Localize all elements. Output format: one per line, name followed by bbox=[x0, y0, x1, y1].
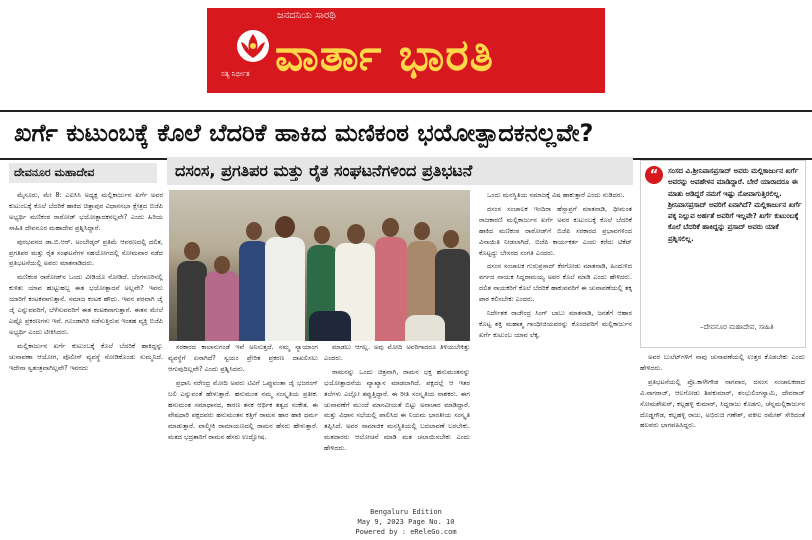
paragraph: ಮಣಿಕಂಠ ರಾಠೋಡ್‌ನ ಒಂದು ವೀಡಿಯೊ ನೋಡಿದೆ. ಬೆಂಗಳೂರಿನಲ್ಲಿ ಕುಳಿತು ಯಾವ ಹುಟ್ಟುಹಬ್ಬ ಈತ ಭಯೋತ್ಪಾದನೆ ಅಲ್ಲವೇ? ಇವನು ಯಾರಿಗೆ ಕಂಟಕವಾಗುತ್ತಾನೆ. ಸಮಾಜ ಕಂಟಕ ಹೌದು. ಇವನ ಪರವಾಗಿ ಜೈ ಜೈ ಎನ್ನುವವರಿಗೆ, ಬೆಳೆಸುವವರಿಗೆ ಈತ ಕಂಟಕವಾಗುತ್ತಾನೆ. ಈತನ ಮೇಲೆ ಎಷ್ಟೊ ಪ್ರಕರಣಗಳು ಇವೆ. ಗೂಂಡಾಗಿರಿ ನಡೆಸುತ್ತಿರುವ ಇಂತಹ ವ್ಯಕ್ತಿ ಬಿಜೆಪಿ ಅಭ್ಯರ್ಥಿ ಎಂದು ಟೀಕಿಸಿದರು. bbox=[9, 273, 163, 336]
article-column-2 bbox=[168, 342, 318, 517]
article-column-4 bbox=[479, 190, 632, 517]
paragraph: ನಿರ್ದೇಶಕ ರಾಜೇಂದ್ರ ಸಿಂಗ್ ಬಾಬು ಮಾತನಾಡಿ, ಜನತೆಗೆ ಆಹಾರ ಕೊಟ್ಟ ಶಕ್ತಿ ಮಹಾತ್ಮ ಗಾಂಧೀಜಿಯವರನ್ನು ಕೊಂದವರಿಗೆ ಮಲ್ಲಿಕಾರ್ಜುನ ಖರ್ಗೆ ಕುಟುಂಬ ಯಾವ ಲೆಕ್ಕ. bbox=[479, 309, 632, 339]
paragraph: ಮೈಸೂರು, ಮೇ 8: ಎಐಸಿಸಿ ಅಧ್ಯಕ್ಷ ಮಲ್ಲಿಕಾರ್ಜುನ ಖರ್ಗೆ ಅವರ ಕುಟುಂಬಕ್ಕೆ ಕೊಲೆ ಬೆದರಿಕೆ ಹಾಕಿದ ಚಿತ್ತಾಪುರ ವಿಧಾನಸಭಾ ಕ್ಷೇತ್ರದ ಬಿಜೆಪಿ ಅಭ್ಯರ್ಥಿ ಮಣಿಕಂಠ ರಾಠೋಡ್ ಭಯೋತ್ಪಾದಕನಲ್ಲವೇ? ಎಂದು ಹಿರಿಯ ಸಾಹಿತಿ ದೇವನೂರ ಮಹಾದೇವ ಪ್ರಶ್ನಿಸಿದ್ದಾರೆ. bbox=[9, 191, 163, 232]
speaker-head bbox=[275, 216, 295, 238]
footer-date-page: May 9, 2023 Page No. 10 bbox=[357, 518, 455, 526]
headline: ಖರ್ಗೆ ಕುಟುಂಬಕ್ಕೆ ಕೊಲೆ ಬೆದರಿಕೆ ಹಾಕಿದ ಮಣಿಕಂಠ ಭಯೋತ್ಪಾದಕನಲ್ಲವೇ? bbox=[14, 119, 594, 147]
footer-powered-by[interactable]: Powered by : eReleGo.com bbox=[355, 528, 457, 536]
article-column-1 bbox=[9, 190, 163, 517]
article-column-5 bbox=[640, 352, 805, 517]
protester-head bbox=[184, 242, 200, 260]
protester-head bbox=[443, 230, 459, 248]
masthead bbox=[207, 8, 605, 93]
protester-head bbox=[246, 222, 262, 240]
paragraph: ಸರಕಾರದ ಕಾಲಾನುಗಂಡೆ ಇವೆ ಅನಿಸುತ್ತದೆ. ನಮ್ಮ ನ್ಯಾಯಾಂಗ ವ್ಯವಸ್ಥೆಗೆ ಏನಾಗಿದೆ? ಸ್ವಯಂ ಪ್ರೇರಿತ ಪ್ರಕರಣ ದಾಖಲಿಸಲು ಆಗುವುದಿಲ್ಲವೇ? ಎಂದು ಪ್ರಶ್ನಿಸಿದರು. bbox=[168, 343, 318, 373]
seated-figure bbox=[309, 311, 351, 341]
article-column-3 bbox=[324, 342, 470, 517]
speaker-figure bbox=[265, 237, 305, 341]
pull-quote-attribution: –ದೇವನೂರ ಮಹಾದೇವ, ಸಾಹಿತಿ bbox=[700, 323, 774, 331]
protester-head bbox=[414, 222, 430, 240]
paragraph: ಪುರಭವನದ ಡಾ.ಬಿ.ಆರ್. ಅಂಬೇಡ್ಕರ್ ಪ್ರತಿಮೆ ಆವರಣದಲ್ಲಿ ದಲಿತ, ಪ್ರಗತಿಪರ ಮತ್ತು ರೈತ ಸಂಘಟನೆಗಳ ಸಹಯೋಗದಲ್ಲಿ ಸೋಮವಾರ ನಡೆದ ಪ್ರತಿಭಟನೆಯಲ್ಲಿ ಅವರು ಮಾತನಾಡಿದರು. bbox=[9, 237, 163, 268]
paragraph: ಪ್ರತಿಭಟನೆಯಲ್ಲಿ ಪ್ರೊ.ಕಾಳೇಗೌಡ ನಾಗವಾರ, ದಸಂಸ ಸಂಚಾಲಕರಾದ ವಿ.ನಾಗರಾಜ್, ಆಲಗೋಡು ಶಿವಕುಮಾರ್, ಶಂಭುಲಿಂಗಸ್ವಾಮಿ, ದೇವರಾಜ್ ಸೋಮಶೇಖರ್, ಕಲ್ಲಹಳ್ಳಿ ಕುಮಾರ್, ಸಿದ್ದರಾಜು ಕೊಡಗು, ಚೆನ್ನಮಲ್ಲಿಕಾರ್ಜುನ ದೊಡ್ಡಗೌಡ, ಕಲ್ಲಹಳ್ಳಿ ರಾಜು, ಅಭಿರುಚಿ ಗಣೇಶ್, ವಕೀಲ ರಮೇಶ್ ಸೇರಿದಂತೆ ಹಲವರು ಭಾಗವಹಿಸಿದ್ದರು. bbox=[640, 377, 805, 430]
subheadline: ದಸಂಸ, ಪ್ರಗತಿಪರ ಮತ್ತು ರೈತ ಸಂಘಟನೆಗಳಿಂದ ಪ್ರತಿಭಟನೆ bbox=[175, 161, 473, 180]
protester-head bbox=[382, 218, 399, 237]
protester-figure bbox=[375, 237, 407, 341]
paragraph: ರಾಮನನ್ನು ಒಂದು ಚಿತ್ರವಾಗಿ, ರಾಮನ ಭಕ್ತ ಹನುಮಂತನನ್ನು ಭಯೋತ್ಪಾದನೆಯ ವ್ಯಾಖ್ಯಾನ ಮಾಡಲಾಗಿದೆ. ಪಕ್ಷದಲ್ಲೆ ಆ ಇತರ ತಲೆಗಳು ಎಲ್ಲೋ ತಪ್ಪುತ್ತಿದ್ದಾರೆ. ಈ ರೀತಿ ಸಂಸ್ಕೃತಿಯ ನಾಶಕರು. ಈಗ ಚುನಾವಣೆಗೆ ಮುಂದೆ ಮಾನವೀಯತೆ ಬಿಟ್ಟು ಅನಾಚಾರ ಮಾಡಿದ್ದಾರೆ. ಮತ್ತು ವಿಧಾನ ಸಭೆಯಲ್ಲಿ ಪಾಲಿಸಿದ ಈ ನಿಯಮ ಭಾರತೀಯ ಸಂಸ್ಕೃತಿ ತಪ್ಪಿಸಿದೆ. ಅವರ ಸಾಮಾಜಿಕ ಮನಸ್ಥಿತಿಯಲ್ಲಿ ಬದಲಾವಣೆ ಬರಬೇಕು. ಮತದಾರರು ಆಲೋಚನೆ ಮಾಡಿ ಮತ ಚಲಾಯಿಸಬೇಕು ಎಂದು ಹೇಳಿದರು. bbox=[324, 367, 470, 453]
paragraph: ಪ್ರಧಾನಿ ನರೇಂದ್ರ ಮೋದಿ ಅವರು ಟಿವಿಗೆ ಒಪ್ಪುವಂತಾ ಜೈ ಭಜರಂಗ್ ಬಲಿ ಎನ್ನುವಂತೆ ಹೇಳುತ್ತಾರೆ. ಹನುಮಂತ ನಮ್ಮ ಸಂಸ್ಕೃತಿಯ ಪ್ರತೀಕ. ಹನುಮಂತ ಸಮಾಧಾನದ, ಕಾರಣ ತನಕ ಆರ್ಥಿಕ ತತ್ವದ ಸಂಕೇತ. ಈ ವೇಷಧಾರಿ ಪಕ್ಷದವರು ಹನುಮಂತನ ಕತ್ತಿಗೆ ರಾಮನ ಹಾರ ಹಾಕಿ ಧರ್ಮ ಮಾಡುತ್ತಾರೆ. ವಾಲ್ಮೀಕಿ ರಾಮಾಯಣದಲ್ಲಿ ರಾಮನ ಹೆಸರು ಹೇಳುತ್ತಾರೆ. ಮತದ ಭದ್ರತಾರಿಗೆ ರಾಮನ ಹೆಸರು ಉದ್ಘೋಷ. bbox=[168, 378, 318, 442]
paragraph: ಅವರ ಬುಲೆಟ್‌ಗಳಿಗೆ ನಾವು ಚುನಾವಣೆಯಲ್ಲಿ ಉತ್ತರ ಕೊಡಬೇಕು ಎಂದು ಹೇಳಿದರು. bbox=[640, 353, 805, 372]
logo-motto: ಸತ್ಯ ನಿರ್ಭೀತ bbox=[221, 70, 250, 78]
protester-figure bbox=[205, 271, 239, 341]
paragraph: ದಸಂಸ ಸಂಚಾಲಕ ಗುರುಪ್ರಸಾದ್ ಕೆರಗೋಡು ಮಾತನಾಡಿ, ಹಿಂದುಳಿದ ವರ್ಗದ ನಾಯಕ ಸಿದ್ದರಾಮಯ್ಯ ಅವರ ಕೊಲೆ ಮಾಡಿ ಎಂದು ಹೇಳಿದರು. ದಲಿತ ನಾಯಕರಿಗೆ ಕೊಲೆ ಬೆದರಿಕೆ ಹಾಕುವವರಿಗೆ ಈ ಚುನಾವಣೆಯಲ್ಲಿ ತಕ್ಕ ಪಾಠ ಕಲಿಸಬೇಕು ಎಂದರು. bbox=[479, 262, 632, 304]
protester-head bbox=[347, 224, 365, 244]
protester-head bbox=[314, 226, 330, 244]
paragraph: ದಸಂಸ ಸಂಚಾಲಕ ಇಂದಿರಾ ಹೆಸ್ಸಾಪ್ರಗೆ ಮಾತನಾಡಿ, ಧೀಮಂತ ರಾಜಕಾರಣಿ ಮಲ್ಲಿಕಾರ್ಜುನ ಖರ್ಗೆ ಅವರ ಕುಟುಂಬಕ್ಕೆ ಕೊಲೆ ಬೆದರಿಕೆ ಹಾಕಿದ ಮಣಿಕಂಠ ರಾಠೋಡ್‌ಗೆ ಬಿಜೆಪಿ ಸರಕಾರದ ಪ್ರಭಾವಗಳಿಂದ ವಿನಾಯಿತಿ ನೀಡಲಾಗಿದೆ. ಬಿಜೆಪಿ ಕಾರ್ಯಕರ್ತ ಎಂದು ಕರೆದು ಟಿಕೆಟ್ ಕೊಟ್ಟದ್ದು ಬೇಸರದ ಸಂಗತಿ ಎಂದರು. bbox=[479, 204, 632, 257]
protest-photo bbox=[169, 190, 470, 341]
newspaper-name: ವಾರ್ತಾ ಭಾರತಿ bbox=[275, 30, 494, 81]
seated-figure bbox=[405, 315, 445, 341]
paragraph: ಮಲ್ಲಿಕಾರ್ಜುನ ಖರ್ಗೆ ಕುಟುಂಬಕ್ಕೆ ಕೊಲೆ ಬೆದರಿಕೆ ಹಾಕಿದ್ದನ್ನು ಚುನಾವಣಾ ಆಯೋಗ, ಪೊಲೀಸ್ ವ್ಯವಸ್ಥೆ ನೋಡಿಕೊಂಡು ಸುಮ್ಮನಿದೆ. ಇದೇನಾ ಸ್ವತಂತ್ರವಾಗಿಲ್ಲವೇ? ಇವರದು bbox=[9, 341, 163, 372]
paragraph: ಮಾಡಲು ಆಗಲ್ಲ. ಅವು ಮೋದಿ ಅವರಿಗಾದರೂ ತಿಳಿಯಬೇಕಿತ್ತು ಎಂದರು. bbox=[324, 343, 470, 362]
protester-head bbox=[214, 256, 230, 274]
page-footer bbox=[0, 507, 812, 537]
footer-edition: Bengaluru Edition bbox=[370, 508, 442, 516]
byline: ದೇವನೂರ ಮಹಾದೇವ bbox=[14, 166, 95, 179]
masthead-tagline: ಜನದನಿಯ ಸಾರಥಿ bbox=[277, 10, 336, 21]
pull-quote-text: ಸಂಸದ ವಿ.ಶ್ರೀನಿವಾಸಪ್ರಸಾದ್ ಅವರು ಮಲ್ಲಿಕಾರ್ಜುನ ಖರ್ಗೆ ಅವರನ್ನು ಅವಹೇಳನ ಮಾಡಿದ್ದಾರೆ. ಬೇರೆ ಯಾರಾದರೂ ಈ ಮಾತು ಆಡಿದ್ದರೆ ನಮಗೆ ಇಷ್ಟು ನೋವಾಗುತ್ತಿರಲಿಲ್ಲ. ಶ್ರೀನಿವಾಸಪ್ರಸಾದ್ ಅವರಿಗೆ ಏನಾಗಿದೆ? ಮಲ್ಲಿಕಾರ್ಜುನ ಖರ್ಗೆ ಪಕ್ಕ ನಿಲ್ಲುವ ಅರ್ಹತೆ ಅವರಿಗೆ ಇಲ್ಲವೇ? ಖರ್ಗೆ ಕುಟುಂಬಕ್ಕೆ ಕೊಲೆ ಬೆದರಿಕೆ ಹಾಕಿದ್ದನ್ನು ಪ್ರಸಾದ್ ಅವರು ಯಾಕೆ ಪ್ರಶ್ನಿಸಲಿಲ್ಲ. bbox=[668, 167, 802, 243]
paragraph: ಒಂದು ಮನಸ್ಥಿತಿಯ ಸಮಾಜಕ್ಕೆ ವಿಷ ಹಾಕುತ್ತಾರೆ ಎಂದು ನುಡಿದರು. bbox=[487, 191, 625, 199]
quote-mark-icon: “ bbox=[645, 166, 663, 184]
protester-figure bbox=[177, 261, 207, 341]
